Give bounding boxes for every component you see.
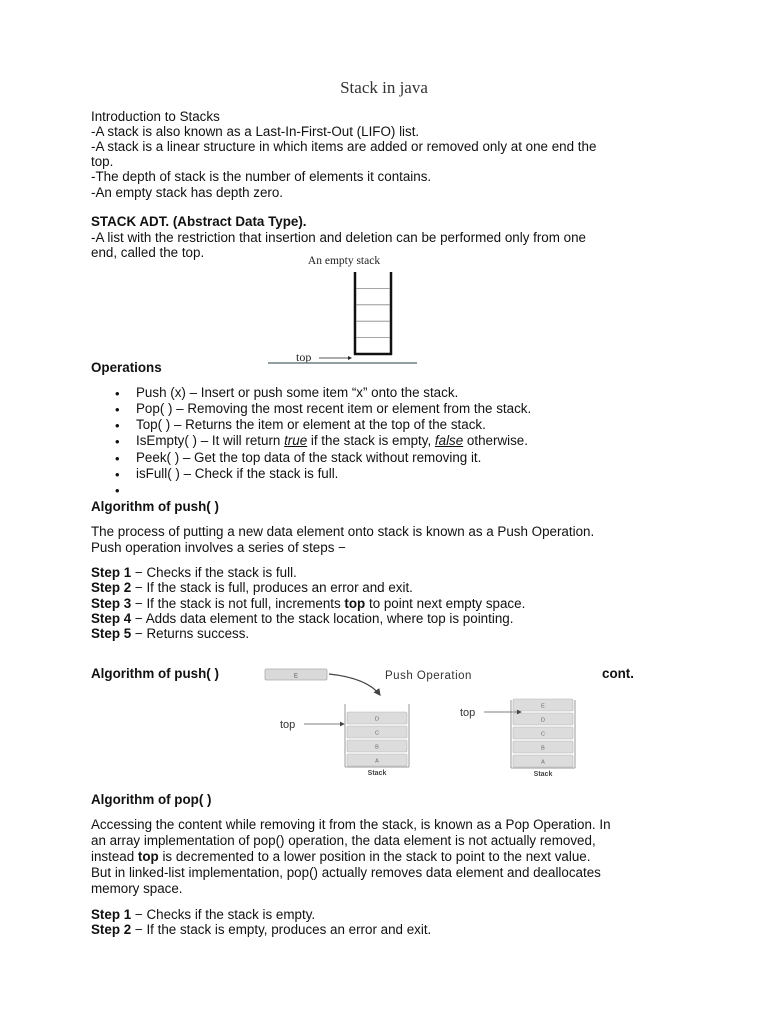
push-step xyxy=(91,611,513,627)
isempty-mid: if the stack is empty, xyxy=(307,433,435,448)
push-step xyxy=(91,565,297,581)
pop-para-line xyxy=(91,849,590,865)
pop-para-line: Accessing the content while removing it from the stack, is known as a Pop Operation. In xyxy=(91,817,611,832)
false-keyword: false xyxy=(434,433,464,448)
pop-heading: Algorithm of pop( ) xyxy=(91,792,212,807)
intro-line: -The depth of stack is the number of elements it contains. xyxy=(91,169,432,184)
operation-item: Top( ) – Returns the item or element at the top of the stack. xyxy=(136,417,486,432)
step-label: Step 4 xyxy=(91,611,132,626)
before-stack-label: Stack xyxy=(367,770,387,777)
before-top-label: top xyxy=(280,719,296,731)
intro-line: top. xyxy=(91,154,114,169)
adt-line: -A list with the restriction that insertion and deletion can be performed only from one xyxy=(91,230,586,245)
adt-line: end, called the top. xyxy=(91,245,205,260)
push-arrow xyxy=(329,674,380,695)
push-intro-line: The process of putting a new data element onto stack is known as a Push Operation. xyxy=(91,524,595,539)
isempty-pre: IsEmpty( ) – It will return xyxy=(136,433,285,448)
empty-stack-figure xyxy=(262,250,427,368)
operations-heading: Operations xyxy=(91,360,162,375)
bullet-icon: • xyxy=(115,386,120,401)
document-title: Stack in java xyxy=(340,78,428,97)
step-text: − Returns success. xyxy=(131,626,250,641)
push-cont-label: cont. xyxy=(602,666,634,681)
pop-text: is decremented to a lower position in the stack to point to the next value. xyxy=(158,849,591,864)
top-pointer-label: top xyxy=(296,350,312,364)
stack-cell-label: C xyxy=(541,731,545,738)
operation-item: Push (x) – Insert or push some item “x” onto the stack. xyxy=(136,385,459,400)
push-step xyxy=(91,596,525,612)
pop-para-line: memory space. xyxy=(91,881,183,896)
step-text: to point next empty space. xyxy=(365,596,526,611)
top-keyword: top xyxy=(344,596,366,611)
pop-para-line: an array implementation of pop() operation, the data element is not actually removed, xyxy=(91,833,596,848)
step-label: Step 2 xyxy=(91,922,132,937)
push-figure-title: Push Operation xyxy=(385,670,472,682)
step-text: − Checks if the stack is full. xyxy=(131,565,297,580)
incoming-element-label: E xyxy=(293,673,299,680)
pop-step xyxy=(91,907,315,923)
stack-cell-label: D xyxy=(541,717,545,724)
after-stack-label: Stack xyxy=(533,771,553,778)
operation-item: Pop( ) – Removing the most recent item or element from the stack. xyxy=(136,401,532,416)
operation-item: isFull( ) – Check if the stack is full. xyxy=(136,466,339,481)
push-step xyxy=(91,580,413,596)
isempty-post: otherwise. xyxy=(463,433,528,448)
empty-stack-caption: An empty stack xyxy=(307,255,381,267)
top-keyword: top xyxy=(137,849,159,864)
stack-cell-label: E xyxy=(541,703,545,710)
bullet-icon: • xyxy=(115,418,120,433)
step-label: Step 1 xyxy=(91,565,132,580)
bullet-icon: • xyxy=(115,467,120,482)
step-text: − Adds data element to the stack location, where top is pointing. xyxy=(131,611,514,626)
step-label: Step 2 xyxy=(91,580,132,595)
stack-cell-label: B xyxy=(541,745,545,752)
pop-step xyxy=(91,922,431,938)
step-label: Step 5 xyxy=(91,626,132,641)
pop-text: instead xyxy=(91,849,138,864)
intro-line: -A stack is also known as a Last-In-First-Out (LIFO) list. xyxy=(91,124,420,139)
operation-item xyxy=(136,433,528,448)
stack-cell-label: D xyxy=(375,716,379,723)
step-text: − If the stack is empty, produces an error and exit. xyxy=(131,922,432,937)
bullet-icon: • xyxy=(115,402,120,417)
push-step xyxy=(91,626,249,642)
bullet-icon: • xyxy=(115,451,120,466)
step-label: Step 1 xyxy=(91,907,132,922)
bullet-icon: • xyxy=(115,434,120,449)
intro-heading: Introduction to Stacks xyxy=(91,109,220,124)
intro-line: -A stack is a linear structure in which items are added or removed only at one end the xyxy=(91,139,597,154)
top-pointer-arrowhead xyxy=(348,356,352,360)
push-intro-line: Push operation involves a series of steps − xyxy=(91,540,346,555)
operation-item: Peek( ) – Get the top data of the stack without removing it. xyxy=(136,450,482,465)
push-operation-figure xyxy=(262,664,597,780)
intro-line: -An empty stack has depth zero. xyxy=(91,185,284,200)
step-text: − If the stack is full, produces an error and exit. xyxy=(131,580,413,595)
step-text: − If the stack is not full, increments xyxy=(131,596,345,611)
stack-cell-label: C xyxy=(375,730,379,737)
step-text: − Checks if the stack is empty. xyxy=(131,907,316,922)
stack-cell-label: B xyxy=(375,744,379,751)
push-cont-heading: Algorithm of push( ) xyxy=(91,666,219,681)
pop-para-line: But in linked-list implementation, pop() actually removes data element and deallocates xyxy=(91,865,601,880)
step-label: Step 3 xyxy=(91,596,132,611)
after-top-label: top xyxy=(460,707,476,719)
bullet-icon: • xyxy=(115,483,120,498)
push-heading: Algorithm of push( ) xyxy=(91,499,219,514)
stack-cell-label: A xyxy=(375,758,379,765)
adt-heading: STACK ADT. (Abstract Data Type). xyxy=(91,214,307,229)
true-keyword: true xyxy=(284,433,308,448)
stack-cell-label: A xyxy=(541,759,545,766)
